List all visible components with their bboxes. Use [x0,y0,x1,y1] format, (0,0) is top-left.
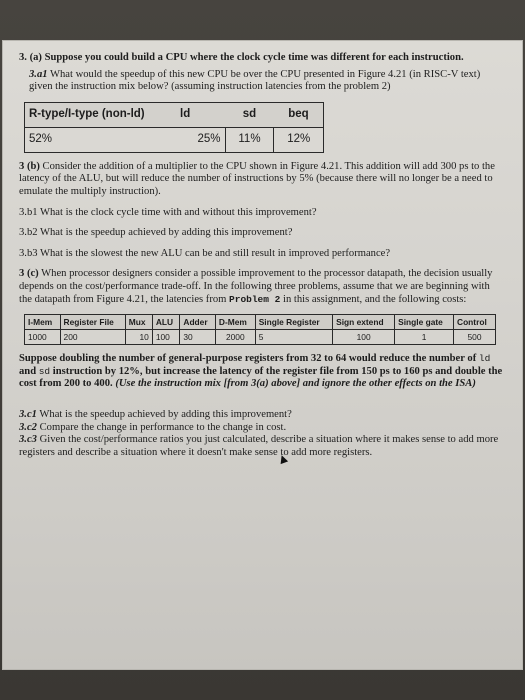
cost-header-alu: ALU [152,315,180,330]
cost-value-mux: 10 [125,330,152,345]
q3a1-label: 3.a1 [29,68,48,80]
q3c-problem-word: Problem 2 [229,293,281,305]
q3b-label: 3 (b) [19,160,40,172]
q3c-body-italic: (Use the instruction mix [from 3(a) above] and ignore the other effects on the ISA) [115,378,476,390]
cost-value-sign-extend: 100 [333,330,395,345]
q3a-lead [19,52,504,65]
q3b-intro [19,161,504,199]
mix-header-beq: beq [274,102,324,127]
q3b3: 3.b3 What is the slowest the new ALU can be and still result in improved performance? [19,247,391,259]
cost-value-dmem: 2000 [215,330,255,345]
mix-header-sd: sd [225,102,274,127]
q3c2 [19,422,504,435]
cost-header-single-gate: Single gate [395,315,454,330]
q3c3-label: 3.c3 [19,434,37,446]
cost-value-alu: 100 [152,330,180,345]
q3c-body-sd: sd [38,365,51,377]
cost-header-mux: Mux [125,315,152,330]
cost-header-imem: I-Mem [25,315,61,330]
mix-header-ld: ld [176,102,225,127]
q3c3-text: Given the cost/performance ratios you just calculated, describe a situation where it makes sense to add more registers and describe a situation where it doesn't make sense to add more registers. [19,434,499,458]
cost-header-dmem: D-Mem [215,315,255,330]
cost-value-imem: 1000 [25,330,61,345]
cost-header-row [25,315,496,330]
mix-value-sd: 11% [225,127,274,152]
q3c-body-p2: instruction by 12%, but increase the latency of the register file from 150 ps to 160 ps and double the cost from 200 to 400. [19,365,503,390]
q3c-body-p1: Suppose doubling the number of general-purpose registers from 32 to 64 would reduce the number of [19,353,479,365]
cost-header-control: Control [454,315,496,330]
cost-header-regfile: Register File [60,315,125,330]
q3c-text-end: in this assignment, and the following costs: [280,293,467,305]
mix-header-rtype: R-type/I-type (non-ld) [25,102,177,127]
cost-value-row [25,330,496,345]
mix-value-rtype: 52% [25,127,177,152]
q3a1-text: What would the speedup of this new CPU be over the CPU presented in Figure 4.21 (in RISC-V text) given the instruction mix below? (assuming instruction latencies from the problem 2) [29,68,481,93]
q3c1 [19,409,504,422]
instruction-mix-table [24,102,324,153]
q3a-lead-text: 3. (a) Suppose you could build a CPU where the clock cycle time was different for each instruction. [19,52,464,63]
q3c-body-ld: ld [478,353,491,365]
q3c-intro [19,268,504,306]
q3b1: 3.b1 What is the clock cycle time with and without this improvement? [19,206,317,218]
q3c2-text: Compare the change in performance to the change in cost. [36,421,287,433]
q3c-text: When processor designers consider a possible improvement to the processor datapath, the decision usually depends on the cost/performance trade-off. In the following three problems, assume that we are beginning with the datapath from Figure 4.21, the latencies from [19,268,493,305]
q3c-label: 3 (c) [19,268,39,280]
q3c-body [19,353,504,391]
cost-header-adder: Adder [180,315,216,330]
q3c1-text: What is the speedup achieved by adding this improvement? [36,408,292,420]
q3a1 [19,69,504,94]
q3b2: 3.b2 What is the speedup achieved by adding this improvement? [19,227,293,239]
mix-value-row [25,127,324,152]
cost-header-single-register: Single Register [255,315,332,330]
cost-value-adder: 30 [180,330,216,345]
assignment-text [19,52,504,459]
cost-value-regfile: 200 [60,330,125,345]
q3c2-label: 3.c2 [19,421,37,433]
cost-value-single-register: 5 [255,330,332,345]
q3c-body-and: and [19,365,39,377]
q3c3 [19,434,504,459]
cost-header-sign-extend: Sign extend [333,315,395,330]
component-cost-table [24,314,496,345]
cost-value-single-gate: 1 [395,330,454,345]
cost-value-control: 500 [454,330,496,345]
mix-value-beq: 12% [274,127,324,152]
mix-value-ld: 25% [176,127,225,152]
q3b-text: Consider the addition of a multiplier to the CPU shown in Figure 4.21. This addition will add 300 ps to the latency of the ALU, but will reduce the number of instructions by 5% (because there will no longer be a need to emulate the multiply instruction). [19,160,495,197]
q3c1-label: 3.c1 [19,408,37,420]
mix-header-row [25,102,324,127]
